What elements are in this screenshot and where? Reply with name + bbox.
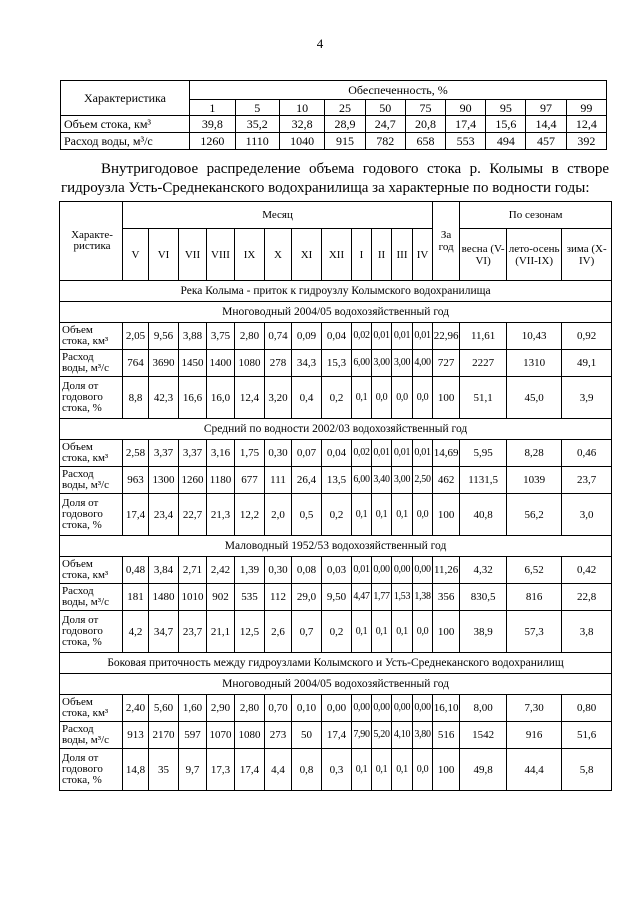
row-label: Доля от годового стока, % <box>60 494 123 536</box>
value-cell: 0,2 <box>322 494 352 536</box>
value-cell: 1480 <box>149 584 179 611</box>
table-row <box>60 323 612 350</box>
value-cell: 2,90 <box>207 695 235 722</box>
value-cell: 0,04 <box>322 323 352 350</box>
value-cell: 3,9 <box>562 377 612 419</box>
value-cell: 1180 <box>207 467 235 494</box>
month-label: VII <box>179 229 207 281</box>
value-cell: 100 <box>433 377 460 419</box>
value-cell: 2,71 <box>179 557 207 584</box>
value-cell: 1110 <box>235 133 279 150</box>
row-label: Расход воды, м³/с <box>60 467 123 494</box>
value-cell: 278 <box>265 350 292 377</box>
row-label: Расход воды, м³/с <box>60 722 123 749</box>
characteristic-header: Характеристика <box>61 81 190 116</box>
value-cell: 3,88 <box>179 323 207 350</box>
table-row <box>60 749 612 791</box>
value-cell: 7,90 <box>352 722 372 749</box>
value-cell: 11,26 <box>433 557 460 584</box>
row-label: Объем стока, км³ <box>60 440 123 467</box>
table-row <box>60 440 612 467</box>
value-cell: 38,9 <box>460 611 507 653</box>
value-cell: 553 <box>446 133 486 150</box>
value-cell: 13,5 <box>322 467 352 494</box>
value-cell: 44,4 <box>507 749 562 791</box>
characteristic-header: Характе-ристика <box>60 202 123 281</box>
value-cell: 0,4 <box>292 377 322 419</box>
row-label: Объем стока, км³ <box>60 323 123 350</box>
month-label: IV <box>413 229 433 281</box>
value-cell: 3,00 <box>392 350 413 377</box>
value-cell: 2,40 <box>123 695 149 722</box>
value-cell: 0,7 <box>292 611 322 653</box>
probability-header: Обеспеченность, % <box>190 81 607 100</box>
value-cell: 1,60 <box>179 695 207 722</box>
season-label: весна (V-VI) <box>460 229 507 281</box>
value-cell: 6,00 <box>352 350 372 377</box>
value-cell: 0,10 <box>292 695 322 722</box>
value-cell: 1010 <box>179 584 207 611</box>
percentile-header: 25 <box>325 100 365 116</box>
row-label: Расход воды, м³/с <box>61 133 190 150</box>
value-cell: 1310 <box>507 350 562 377</box>
value-cell: 51,1 <box>460 377 507 419</box>
table-row <box>60 557 612 584</box>
monthly-distribution-table <box>59 201 612 791</box>
value-cell: 24,7 <box>365 116 405 133</box>
value-cell: 0,1 <box>372 494 392 536</box>
value-cell: 12,5 <box>235 611 265 653</box>
value-cell: 963 <box>123 467 149 494</box>
value-cell: 23,7 <box>562 467 612 494</box>
value-cell: 0,1 <box>392 749 413 791</box>
value-cell: 0,00 <box>352 695 372 722</box>
value-cell: 7,30 <box>507 695 562 722</box>
value-cell: 49,1 <box>562 350 612 377</box>
value-cell: 2,58 <box>123 440 149 467</box>
value-cell: 0,1 <box>352 749 372 791</box>
intro-paragraph: Внутригодовое распределение объема годового стока р. Колымы в створе гидроузла Усть-Среднеканского водохранилища за характерные по водности годы: <box>61 161 609 196</box>
value-cell: 35 <box>149 749 179 791</box>
value-cell: 0,01 <box>392 440 413 467</box>
value-cell: 16,10 <box>433 695 460 722</box>
table-row <box>61 116 607 133</box>
value-cell: 35,2 <box>235 116 279 133</box>
row-label: Доля от годового стока, % <box>60 377 123 419</box>
value-cell: 902 <box>207 584 235 611</box>
table-row <box>60 494 612 536</box>
value-cell: 0,07 <box>292 440 322 467</box>
value-cell: 16,0 <box>207 377 235 419</box>
value-cell: 0,04 <box>322 440 352 467</box>
percentile-header: 95 <box>486 100 526 116</box>
value-cell: 111 <box>265 467 292 494</box>
value-cell: 0,00 <box>413 557 433 584</box>
value-cell: 0,0 <box>413 749 433 791</box>
value-cell: 3690 <box>149 350 179 377</box>
value-cell: 2227 <box>460 350 507 377</box>
value-cell: 457 <box>526 133 566 150</box>
value-cell: 4,2 <box>123 611 149 653</box>
row-label: Доля от годового стока, % <box>60 749 123 791</box>
value-cell: 2170 <box>149 722 179 749</box>
percentile-header: 75 <box>405 100 445 116</box>
seasons-header: По сезонам <box>460 202 612 229</box>
value-cell: 0,02 <box>352 323 372 350</box>
month-label: II <box>372 229 392 281</box>
value-cell: 100 <box>433 611 460 653</box>
value-cell: 49,8 <box>460 749 507 791</box>
value-cell: 830,5 <box>460 584 507 611</box>
value-cell: 0,1 <box>352 611 372 653</box>
value-cell: 14,4 <box>526 116 566 133</box>
percentile-header: 5 <box>235 100 279 116</box>
value-cell: 21,1 <box>207 611 235 653</box>
value-cell: 0,02 <box>352 440 372 467</box>
value-cell: 2,6 <box>265 611 292 653</box>
year-title: Маловодный 1952/53 водохозяйственный год <box>60 536 612 557</box>
value-cell: 273 <box>265 722 292 749</box>
year-title: Средний по водности 2002/03 водохозяйственный год <box>60 419 612 440</box>
value-cell: 0,00 <box>372 557 392 584</box>
percentile-header: 99 <box>566 100 606 116</box>
value-cell: 597 <box>179 722 207 749</box>
table-row <box>60 611 612 653</box>
table-row <box>60 350 612 377</box>
value-cell: 12,4 <box>566 116 606 133</box>
value-cell: 34,7 <box>149 611 179 653</box>
value-cell: 0,1 <box>392 494 413 536</box>
value-cell: 32,8 <box>279 116 325 133</box>
value-cell: 4,00 <box>413 350 433 377</box>
value-cell: 0,2 <box>322 377 352 419</box>
value-cell: 17,3 <box>207 749 235 791</box>
value-cell: 17,4 <box>123 494 149 536</box>
percentile-header: 50 <box>365 100 405 116</box>
month-label: VI <box>149 229 179 281</box>
value-cell: 1400 <box>207 350 235 377</box>
probability-table <box>60 80 607 150</box>
section-title: Река Колыма - приток к гидроузлу Колымского водохранилища <box>60 281 612 302</box>
year-title: Многоводный 2004/05 водохозяйственный год <box>60 302 612 323</box>
value-cell: 0,00 <box>322 695 352 722</box>
value-cell: 14,69 <box>433 440 460 467</box>
value-cell: 9,56 <box>149 323 179 350</box>
value-cell: 26,4 <box>292 467 322 494</box>
table-row <box>60 467 612 494</box>
row-label: Объем стока, км³ <box>60 557 123 584</box>
value-cell: 11,61 <box>460 323 507 350</box>
value-cell: 0,01 <box>392 323 413 350</box>
value-cell: 2,80 <box>235 695 265 722</box>
month-label: V <box>123 229 149 281</box>
value-cell: 1260 <box>179 467 207 494</box>
row-label: Объем стока, км³ <box>60 695 123 722</box>
value-cell: 0,01 <box>372 323 392 350</box>
value-cell: 0,3 <box>322 749 352 791</box>
value-cell: 0,70 <box>265 695 292 722</box>
year-header: За год <box>433 202 460 281</box>
value-cell: 8,00 <box>460 695 507 722</box>
value-cell: 15,6 <box>486 116 526 133</box>
value-cell: 0,09 <box>292 323 322 350</box>
value-cell: 0,1 <box>372 749 392 791</box>
value-cell: 29,0 <box>292 584 322 611</box>
value-cell: 0,74 <box>265 323 292 350</box>
value-cell: 1131,5 <box>460 467 507 494</box>
month-label: VIII <box>207 229 235 281</box>
value-cell: 2,0 <box>265 494 292 536</box>
value-cell: 50 <box>292 722 322 749</box>
value-cell: 0,1 <box>352 494 372 536</box>
value-cell: 0,1 <box>392 611 413 653</box>
season-label: лето-осень (VII-IX) <box>507 229 562 281</box>
value-cell: 100 <box>433 494 460 536</box>
month-label: XII <box>322 229 352 281</box>
value-cell: 677 <box>235 467 265 494</box>
value-cell: 0,5 <box>292 494 322 536</box>
value-cell: 0,0 <box>392 377 413 419</box>
value-cell: 1260 <box>190 133 236 150</box>
value-cell: 17,4 <box>446 116 486 133</box>
value-cell: 0,42 <box>562 557 612 584</box>
value-cell: 1542 <box>460 722 507 749</box>
value-cell: 22,7 <box>179 494 207 536</box>
value-cell: 3,75 <box>207 323 235 350</box>
value-cell: 0,92 <box>562 323 612 350</box>
value-cell: 913 <box>123 722 149 749</box>
table-row <box>60 377 612 419</box>
value-cell: 0,8 <box>292 749 322 791</box>
value-cell: 0,00 <box>372 695 392 722</box>
value-cell: 6,52 <box>507 557 562 584</box>
value-cell: 658 <box>405 133 445 150</box>
value-cell: 727 <box>433 350 460 377</box>
percentile-header: 10 <box>279 100 325 116</box>
value-cell: 0,1 <box>372 611 392 653</box>
value-cell: 3,00 <box>392 467 413 494</box>
value-cell: 494 <box>486 133 526 150</box>
season-label: зима (X-IV) <box>562 229 612 281</box>
value-cell: 782 <box>365 133 405 150</box>
value-cell: 1450 <box>179 350 207 377</box>
value-cell: 0,30 <box>265 440 292 467</box>
value-cell: 0,00 <box>413 695 433 722</box>
month-label: IX <box>235 229 265 281</box>
row-label: Расход воды, м³/с <box>60 584 123 611</box>
value-cell: 8,8 <box>123 377 149 419</box>
value-cell: 4,4 <box>265 749 292 791</box>
value-cell: 816 <box>507 584 562 611</box>
value-cell: 0,01 <box>372 440 392 467</box>
value-cell: 20,8 <box>405 116 445 133</box>
value-cell: 0,2 <box>322 611 352 653</box>
value-cell: 3,20 <box>265 377 292 419</box>
row-label: Доля от годового стока, % <box>60 611 123 653</box>
table-row <box>60 722 612 749</box>
value-cell: 3,80 <box>413 722 433 749</box>
percentile-header: 90 <box>446 100 486 116</box>
value-cell: 9,7 <box>179 749 207 791</box>
value-cell: 0,01 <box>352 557 372 584</box>
value-cell: 3,37 <box>149 440 179 467</box>
value-cell: 100 <box>433 749 460 791</box>
value-cell: 14,8 <box>123 749 149 791</box>
value-cell: 915 <box>325 133 365 150</box>
value-cell: 2,50 <box>413 467 433 494</box>
value-cell: 3,37 <box>179 440 207 467</box>
value-cell: 5,60 <box>149 695 179 722</box>
percentile-header: 1 <box>190 100 236 116</box>
value-cell: 5,8 <box>562 749 612 791</box>
value-cell: 0,0 <box>413 494 433 536</box>
value-cell: 356 <box>433 584 460 611</box>
value-cell: 462 <box>433 467 460 494</box>
row-label: Расход воды, м³/с <box>60 350 123 377</box>
value-cell: 1080 <box>235 722 265 749</box>
value-cell: 4,47 <box>352 584 372 611</box>
value-cell: 2,05 <box>123 323 149 350</box>
year-title: Многоводный 2004/05 водохозяйственный год <box>60 674 612 695</box>
value-cell: 12,2 <box>235 494 265 536</box>
value-cell: 1,38 <box>413 584 433 611</box>
month-label: I <box>352 229 372 281</box>
value-cell: 0,01 <box>413 323 433 350</box>
page-number: 4 <box>316 36 324 51</box>
value-cell: 0,01 <box>413 440 433 467</box>
value-cell: 8,28 <box>507 440 562 467</box>
table-row <box>60 695 612 722</box>
value-cell: 2,42 <box>207 557 235 584</box>
value-cell: 0,1 <box>352 377 372 419</box>
value-cell: 5,95 <box>460 440 507 467</box>
value-cell: 4,32 <box>460 557 507 584</box>
value-cell: 3,8 <box>562 611 612 653</box>
value-cell: 535 <box>235 584 265 611</box>
value-cell: 1,39 <box>235 557 265 584</box>
value-cell: 21,3 <box>207 494 235 536</box>
value-cell: 10,43 <box>507 323 562 350</box>
value-cell: 1300 <box>149 467 179 494</box>
value-cell: 3,16 <box>207 440 235 467</box>
value-cell: 0,80 <box>562 695 612 722</box>
value-cell: 0,30 <box>265 557 292 584</box>
value-cell: 0,46 <box>562 440 612 467</box>
value-cell: 1,75 <box>235 440 265 467</box>
month-label: X <box>265 229 292 281</box>
value-cell: 0,03 <box>322 557 352 584</box>
value-cell: 181 <box>123 584 149 611</box>
value-cell: 764 <box>123 350 149 377</box>
table-row <box>60 584 612 611</box>
value-cell: 34,3 <box>292 350 322 377</box>
value-cell: 0,0 <box>413 377 433 419</box>
value-cell: 3,0 <box>562 494 612 536</box>
value-cell: 392 <box>566 133 606 150</box>
value-cell: 1080 <box>235 350 265 377</box>
value-cell: 0,0 <box>413 611 433 653</box>
value-cell: 1040 <box>279 133 325 150</box>
value-cell: 23,7 <box>179 611 207 653</box>
value-cell: 56,2 <box>507 494 562 536</box>
month-label: III <box>392 229 413 281</box>
month-label: XI <box>292 229 322 281</box>
value-cell: 1070 <box>207 722 235 749</box>
value-cell: 4,10 <box>392 722 413 749</box>
value-cell: 3,00 <box>372 350 392 377</box>
value-cell: 23,4 <box>149 494 179 536</box>
table-row <box>61 133 607 150</box>
value-cell: 0,0 <box>372 377 392 419</box>
value-cell: 5,20 <box>372 722 392 749</box>
row-label: Объем стока, км³ <box>61 116 190 133</box>
value-cell: 3,84 <box>149 557 179 584</box>
value-cell: 0,08 <box>292 557 322 584</box>
value-cell: 3,40 <box>372 467 392 494</box>
value-cell: 0,00 <box>392 695 413 722</box>
value-cell: 1,53 <box>392 584 413 611</box>
value-cell: 1039 <box>507 467 562 494</box>
value-cell: 28,9 <box>325 116 365 133</box>
value-cell: 16,6 <box>179 377 207 419</box>
value-cell: 42,3 <box>149 377 179 419</box>
value-cell: 17,4 <box>322 722 352 749</box>
value-cell: 112 <box>265 584 292 611</box>
value-cell: 0,00 <box>392 557 413 584</box>
value-cell: 9,50 <box>322 584 352 611</box>
section-title: Боковая приточность между гидроузлами Колымского и Усть-Среднеканского водохранилищ <box>60 653 612 674</box>
value-cell: 2,80 <box>235 323 265 350</box>
value-cell: 916 <box>507 722 562 749</box>
value-cell: 40,8 <box>460 494 507 536</box>
value-cell: 15,3 <box>322 350 352 377</box>
value-cell: 22,8 <box>562 584 612 611</box>
value-cell: 17,4 <box>235 749 265 791</box>
value-cell: 22,96 <box>433 323 460 350</box>
month-header: Месяц <box>123 202 433 229</box>
value-cell: 39,8 <box>190 116 236 133</box>
value-cell: 6,00 <box>352 467 372 494</box>
value-cell: 516 <box>433 722 460 749</box>
value-cell: 45,0 <box>507 377 562 419</box>
value-cell: 12,4 <box>235 377 265 419</box>
percentile-header: 97 <box>526 100 566 116</box>
value-cell: 57,3 <box>507 611 562 653</box>
value-cell: 1,77 <box>372 584 392 611</box>
value-cell: 51,6 <box>562 722 612 749</box>
value-cell: 0,48 <box>123 557 149 584</box>
